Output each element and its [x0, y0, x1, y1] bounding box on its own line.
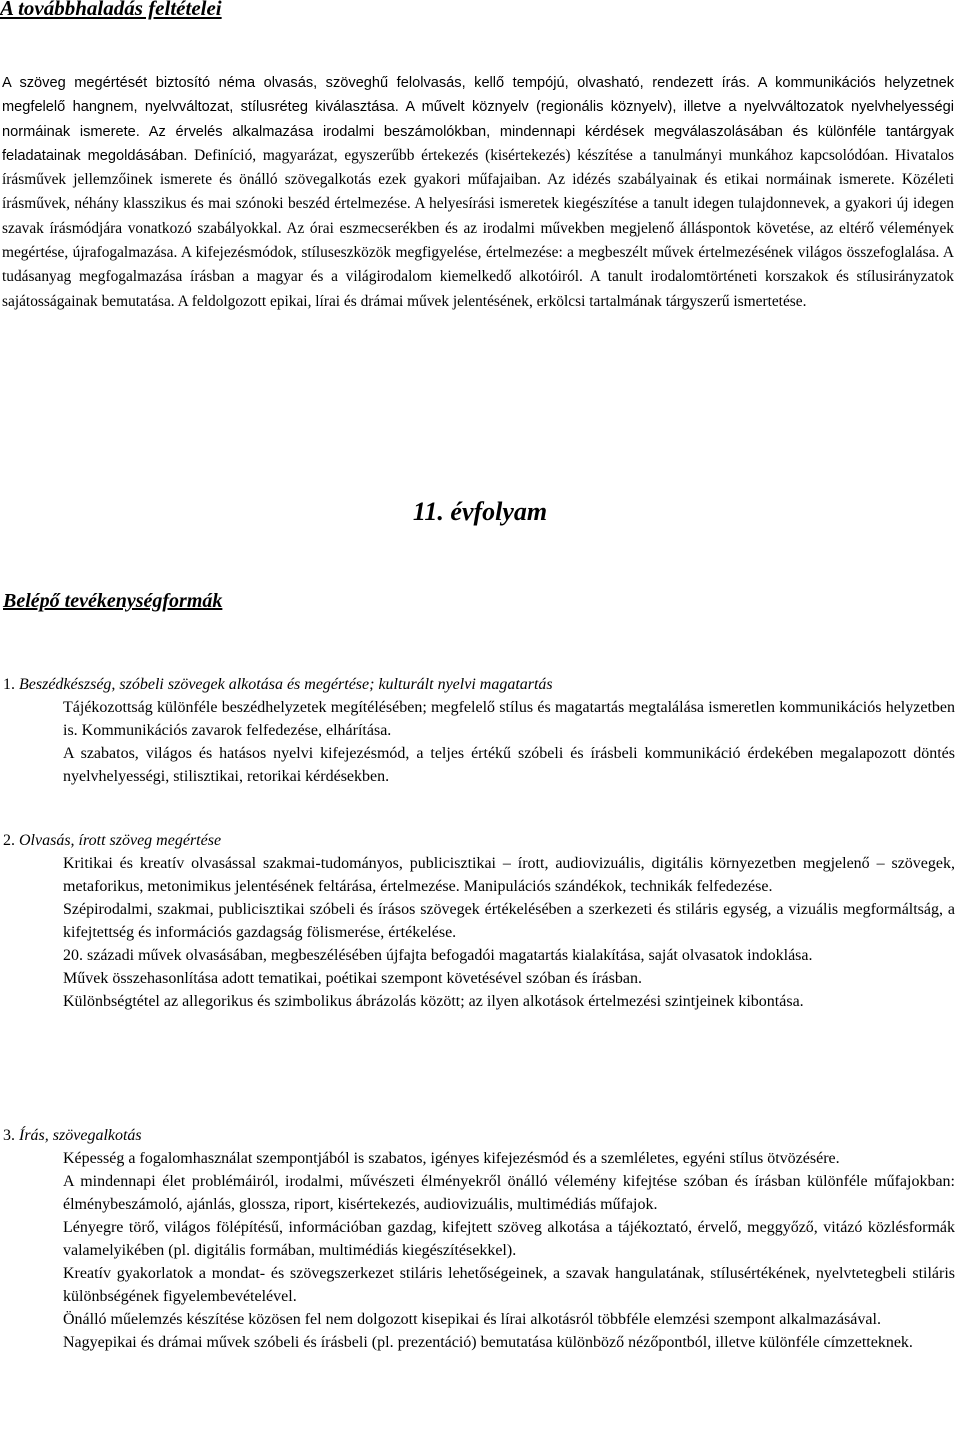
section-label: Beszédkészség, szóbeli szövegek alkotása és megértése; kulturált nyelvi magatartás [19, 676, 553, 693]
section-title [3, 673, 960, 696]
section-2 [0, 829, 960, 1013]
section-paragraph: Művek összehasonlítása adott tematikai, poétikai szempont követésével szóban és írásban. [63, 970, 642, 987]
section-3 [0, 1124, 960, 1354]
section-paragraph: Szépirodalmi, szakmai, publicisztikai szóbeli és írásos szövegek értékelésében a szerkezeti és stiláris egység, a vizuális megformáltság, a kifejtettség és információs gazdagság fölismerése, értékelése. [63, 901, 955, 941]
section-number: 2. [3, 832, 15, 849]
section-heading: Belépő tevékenységformák [3, 590, 223, 612]
section-paragraph: A mindennapi élet problémáiról, irodalmi, művészeti élményekről önálló vélemény kifejtése szóban és írásban különféle műfajokban: élménybeszámoló, ajánlás, glossza, riport, kisértekezés, audiovizuális, multimédiás műfajok. [63, 1173, 955, 1213]
section-paragraph: Kreatív gyakorlatok a mondat- és szövegszerkezet stiláris lehetőségeinek, a szavak hangulatának, stílusértékének, nyelvtetegbeli stiláris különbségének figyelembevételével. [63, 1265, 955, 1305]
section-title [3, 829, 960, 852]
section-label: Olvasás, írott szöveg megértése [19, 832, 222, 849]
section-number: 3. [3, 1127, 15, 1144]
section-paragraph: Lényegre törő, világos fölépítésű, információban gazdag, kifejtett szöveg alkotása a tájékoztató, érvelő, meggyőző, vitázó közlésformák valamelyikében (pl. digitális formában, multimédiás kiegészítésekkel). [63, 1219, 955, 1259]
intro-sans-text: A szöveg megértését biztosító néma olvasás, szöveghű felolvasás, kellő tempójú, olvasható, rendezett írás. A kommunikációs helyzetnek megfelelő hangnem, nyelvváltozat, stílusréteg kiválasztása. A művelt köznyelv (regionális köznyelv), illetve a nyelvváltozatok nyelvhelyességi normáinak ismerete. Az érvelés alkalmazása irodalmi beszámolókban, mindennapi kérdések megválaszolásában és különféle tantárgyak feladatainak megoldásában. [2, 75, 954, 164]
section-paragraph: Önálló műelemzés készítése közösen fel nem dolgozott kisepikai és lírai alkotásról többféle elemzési szempont alkalmazásával. [63, 1311, 881, 1328]
intro-serif-text: Definíció, magyarázat, egyszerűbb értekezés (kisértekezés) készítése a tanulmányi munkához kapcsolódóan. Hivatalos írásművek jellemzőinek ismerete és önálló szövegalkotás ezek gyakori műfajaiban. Az idézés szabályainak és etikai normáinak ismerete. Közéleti írásművek, néhány klasszikus és mai szónoki beszéd értelmezése. A helyesírási ismeretek kiegészítése a tanult idegen tulajdonnevek, a gyakori új idegen szavak írásmódjára vonatkozó szabályokkal. Az órai eszmecserékben és az irodalmi művekben megjelenő álláspontok követése, az eltérő vélemények megértése, újrafogalmazása. A kifejezésmódok, stíluseszközök megfigyelése, értelmezése: a megbeszélt művek értelmezésének világos összefoglalása. A tudásanyag megfogalmazása írásban a magyar és a világirodalom kiemelkedő alkotóiról. A tanult irodalomtörténeti korszakok és stílusirányzatok sajátosságainak bemutatása. A feldolgozott epikai, lírai és drámai művek jelentésének, erkölcsi tartalmának tárgyszerű ismertetése. [2, 146, 955, 310]
section-number: 1. [3, 676, 15, 693]
section-paragraph: Különbségtétel az allegorikus és szimbolikus ábrázolás között; az ilyen alkotások értelmezési szintjeinek kibontása. [63, 993, 804, 1010]
section-paragraph: A szabatos, világos és hatásos nyelvi kifejezésmód, a teljes értékű szóbeli és írásbeli kommunikáció érdekében megalapozott döntés nyelvhelyességi, stilisztikai, retorikai kérdésekben. [63, 745, 955, 785]
year-heading: 11. évfolyam [412, 497, 548, 526]
section-paragraph: Nagyepikai és drámai művek szóbeli és írásbeli (pl. prezentáció) bemutatása különböző nézőpontból, illetve különféle címzetteknek. [63, 1334, 913, 1351]
page-title: A továbbhaladás feltételei [0, 0, 222, 20]
section-title [3, 1124, 960, 1147]
section-1 [0, 673, 960, 788]
intro-paragraph [2, 71, 954, 314]
section-paragraph: 20. századi művek olvasásában, megbeszélésében újfajta befogadói magatartás kialakítása, saját olvasatok indoklása. [63, 947, 813, 964]
section-paragraph: Képesség a fogalomhasználat szempontjából is szabatos, igényes kifejezésmód és a szemléletes, egyéni stílus ötvözésére. [63, 1150, 840, 1167]
section-label: Írás, szövegalkotás [19, 1127, 142, 1144]
section-paragraph: Kritikai és kreatív olvasással szakmai-tudományos, publicisztikai – írott, audiovizuális, digitális környezetben megjelenő – szövegek, metaforikus, metonimikus jelentésének feltárása, értelmezése. Manipulációs szándékok, technikák felfedezése. [63, 855, 955, 895]
section-paragraph: Tájékozottság különféle beszédhelyzetek megítélésében; megfelelő stílus és magatartás megtalálása ismeretlen kommunikációs helyzetben is. Kommunikációs zavarok felfedezése, elhárítása. [63, 699, 955, 739]
